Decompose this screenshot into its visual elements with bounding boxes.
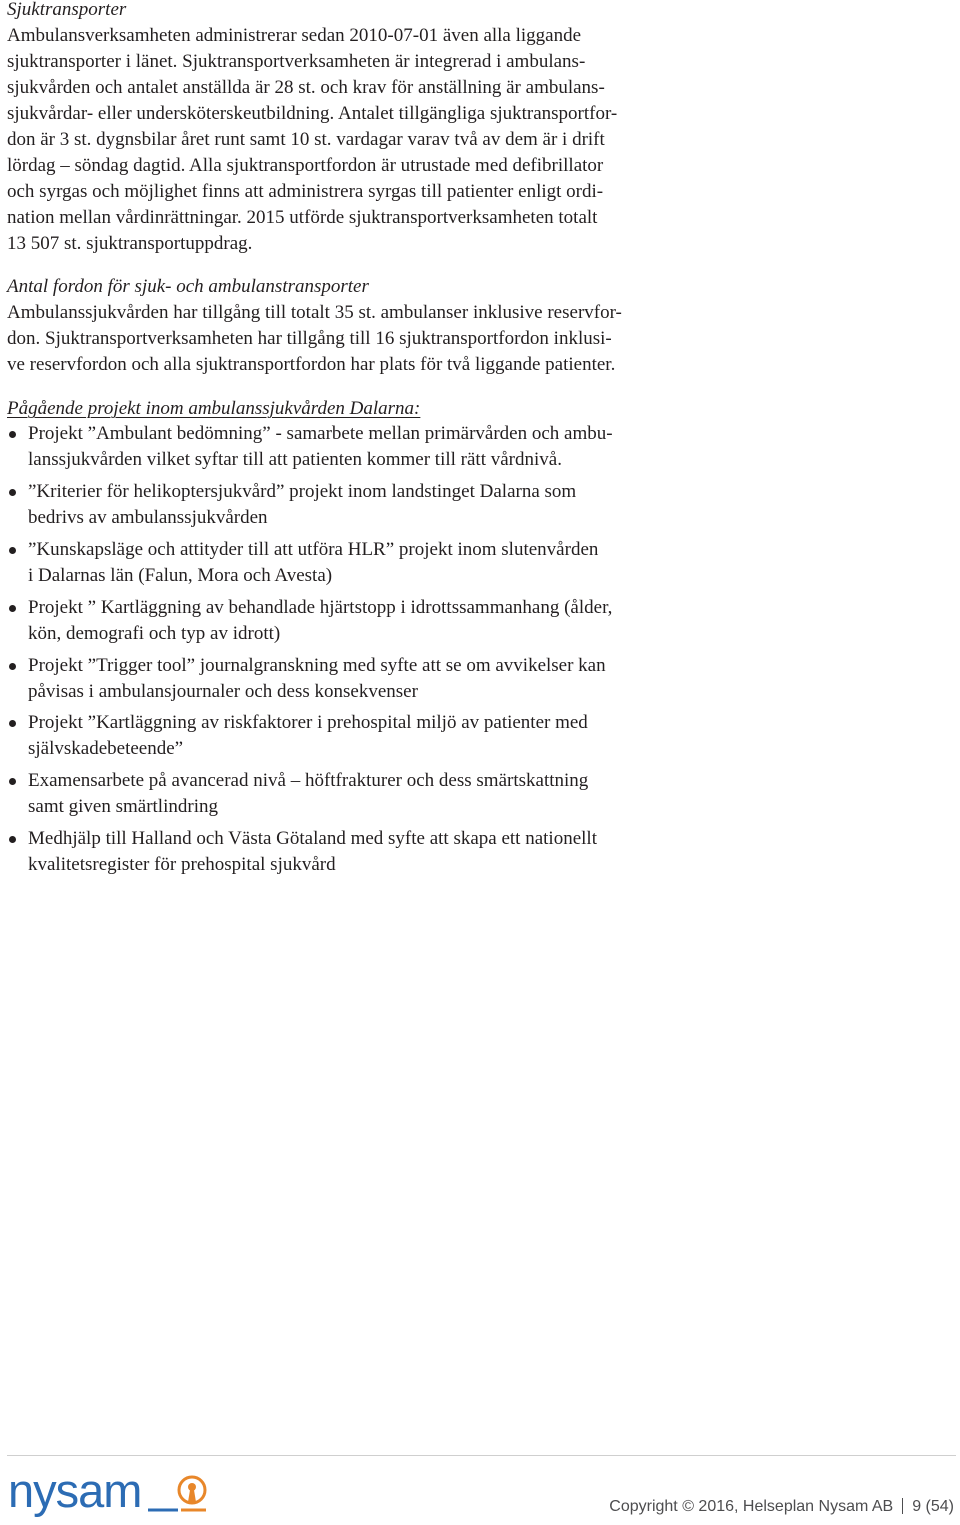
list-item-line: ”Kriterier för helikoptersjukvård” projekt inom landstinget Dalarna som: [28, 481, 577, 502]
list-item-line: Projekt ”Ambulant bedömning” - samarbete mellan primärvården och ambu-: [28, 423, 613, 444]
list-item-line: bedrivs av ambulanssjukvården: [28, 507, 268, 528]
logo-keyhole-icon: [148, 1472, 212, 1520]
paragraph-line: sjuktransporter i länet. Sjuktransportverksamheten är integrerad i ambulans-: [7, 51, 586, 72]
list-item-line: ”Kunskapsläge och attityder till att utföra HLR” projekt inom slutenvården: [28, 539, 599, 560]
paragraph-line: lördag – söndag dagtid. Alla sjuktransportfordon är utrustade med defibrillator: [7, 155, 604, 176]
bullet-icon: [9, 537, 19, 563]
list-item-line: kvalitetsregister för prehospital sjukvård: [28, 854, 336, 875]
footer-divider: [7, 1455, 956, 1456]
list-item-line: Projekt ”Kartläggning av riskfaktorer i prehospital miljö av patienter med: [28, 712, 588, 733]
list-item-line: lanssjukvården vilket syftar till att patienten kommer till rätt vårdnivå.: [28, 449, 562, 470]
paragraph-line: don. Sjuktransportverksamheten har tillgång till 16 sjuktransportfordon inklusi-: [7, 328, 612, 349]
list-item-line: i Dalarnas län (Falun, Mora och Avesta): [28, 565, 333, 586]
bullet-icon: [9, 710, 19, 736]
bullet-icon: [9, 768, 19, 794]
paragraph-line: don är 3 st. dygnsbilar året runt samt 10 st. vardagar varav två av dem är i drift: [7, 129, 605, 150]
bullet-icon: [9, 421, 19, 447]
footer-separator: [902, 1498, 903, 1514]
list-item-line: kön, demografi och typ av idrott): [28, 623, 281, 644]
paragraph-line: nation mellan vårdinrättningar. 2015 utförde sjuktransportverksamheten totalt: [7, 207, 598, 228]
logo-wordmark: nysam: [8, 1464, 142, 1517]
paragraph-line: Ambulansverksamheten administrerar sedan 2010-07-01 även alla liggande: [7, 25, 582, 46]
paragraph-line: och syrgas och möjlighet finns att administrera syrgas till patienter enligt ordi-: [7, 181, 604, 202]
nysam-logo: [8, 1464, 208, 1522]
page-number: 9 (54): [912, 1498, 954, 1515]
section-heading-fordon: Antal fordon för sjuk- och ambulanstransporter: [7, 276, 369, 297]
section-heading-sjuktransporter: Sjuktransporter: [7, 0, 127, 20]
footer-info: [609, 1498, 954, 1516]
list-item-line: självskadebeteende”: [28, 738, 184, 759]
list-item-line: påvisas i ambulansjournaler och dess konsekvenser: [28, 681, 418, 702]
paragraph-line: ve reservfordon och alla sjuktransportfordon har plats för två liggande patienter.: [7, 354, 616, 375]
paragraph-line: Ambulanssjukvården har tillgång till totalt 35 st. ambulanser inklusive reservfor-: [7, 302, 622, 323]
list-item-line: Examensarbete på avancerad nivå – höftfrakturer och dess smärtskattning: [28, 770, 589, 791]
list-item-line: Medhjälp till Halland och Västa Götaland med syfte att skapa ett nationellt: [28, 828, 597, 849]
paragraph-line: 13 507 st. sjuktransportuppdrag.: [7, 233, 253, 254]
list-item-line: Projekt ” Kartläggning av behandlade hjärtstopp i idrottssammanhang (ålder,: [28, 597, 613, 618]
list-item-line: Projekt ”Trigger tool” journalgranskning med syfte att se om avvikelser kan: [28, 655, 606, 676]
bullet-icon: [9, 653, 19, 679]
bullet-icon: [9, 479, 19, 505]
bullet-icon: [9, 826, 19, 852]
paragraph-line: sjukvårdar- eller undersköterskeutbildning. Antalet tillgängliga sjuktransportfor-: [7, 103, 618, 124]
section-heading-projekt: Pågående projekt inom ambulanssjukvården Dalarna:: [7, 398, 421, 419]
copyright-text: Copyright © 2016, Helseplan Nysam AB: [609, 1498, 894, 1515]
bullet-icon: [9, 595, 19, 621]
paragraph-line: sjukvården och antalet anställda är 28 st. och krav för anställning är ambulans-: [7, 77, 605, 98]
list-item-line: samt given smärtlindring: [28, 796, 218, 817]
